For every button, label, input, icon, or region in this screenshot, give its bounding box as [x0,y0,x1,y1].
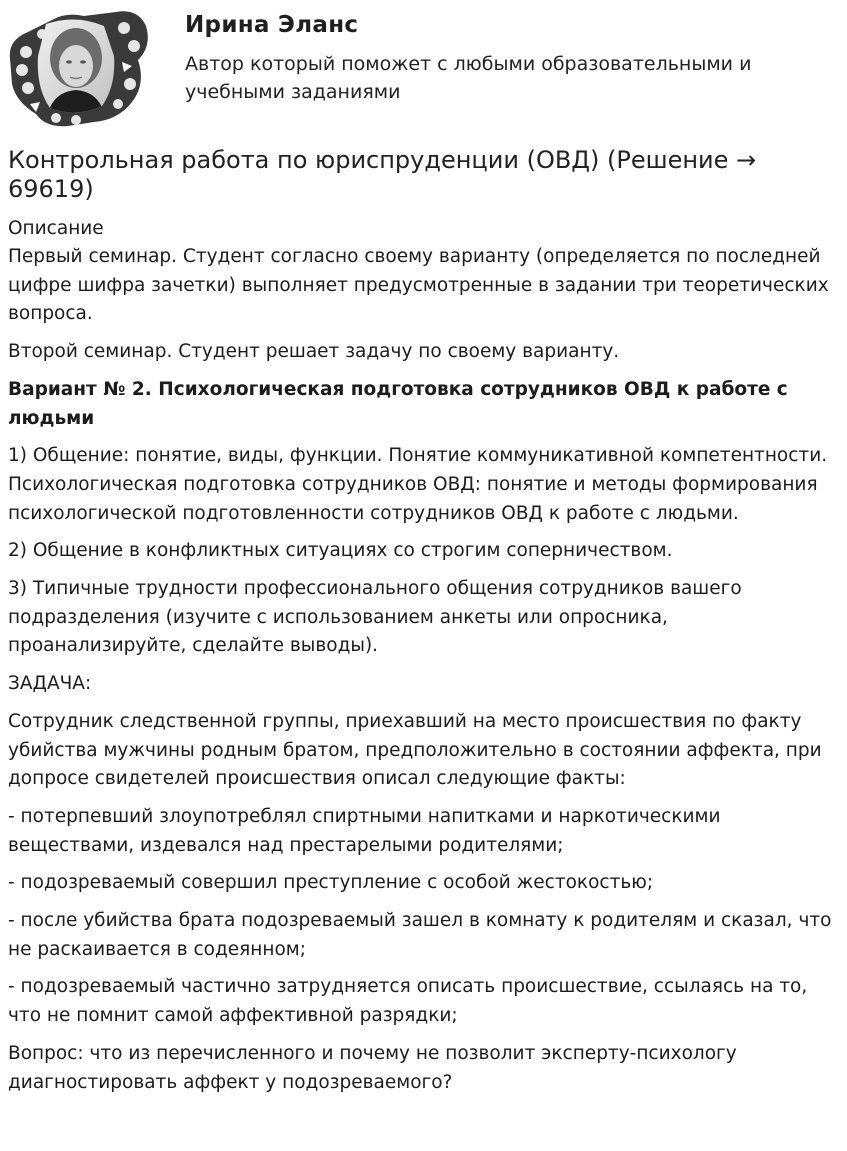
fact-1: - потерпевший злоупотреблял спиртными напитками и наркотическими веществами, издевался над престарелыми родителями; [8,805,721,856]
document-title: Контрольная работа по юриспруденции (ОВД) (Решение → 69619) [8,146,757,203]
paragraph-seminar-1: Первый семинар. Студент согласно своему варианту (определяется по последней цифре шифра зачетки) выполняет предусмотренные в задании три теоретических вопроса. [8,246,829,325]
fact-2: - подозреваемый совершил преступление с особой жестокостью; [8,872,654,894]
avatar-film-frame-icon [6,6,152,128]
author-header [0,0,847,140]
variant-heading: Вариант № 2. Психологическая подготовка сотрудников ОВД к работе с людьми [8,378,788,429]
paragraph-seminar-2: Второй семинар. Студент решает задачу по своему варианту. [8,341,620,363]
document-content [8,146,836,1106]
question-3: 3) Типичные трудности профессионального общения сотрудников вашего подразделения (изучите с использованием анкеты или опросника, проанализируйте, сделайте выводы). [8,578,742,657]
question-2: 2) Общение в конфликтных ситуациях со строгим соперничеством. [8,540,673,562]
task-label: ЗАДАЧА: [8,673,92,695]
description-label: Описание [8,218,104,239]
author-avatar[interactable] [6,6,152,128]
task-question: Вопрос: что из перечисленного и почему не позволит эксперту-психологу диагностировать аффект у подозреваемого? [8,1042,737,1093]
task-text: Сотрудник следственной группы, приехавший на место происшествия по факту убийства мужчины родным братом, предположительно в состоянии аффекта, при допросе свидетелей происшествия описал следующие факты: [8,710,822,790]
question-1: 1) Общение: понятие, виды, функции. Понятие коммуникативной компетентности. Психологическая подготовка сотрудников ОВД: понятие и методы формирования психологической подготовленности сотрудников ОВД к работе с людьми. [8,445,828,524]
fact-3: - после убийства брата подозреваемый зашел в комнату к родителям и сказал, что не раскаивается в содеянном; [8,910,832,960]
author-name[interactable]: Ирина Эланс [185,12,359,38]
fact-4: - подозреваемый частично затрудняется описать происшествие, ссылаясь на то, что не помнит самой аффективной разрядки; [8,976,808,1027]
author-description: Автор который поможет с любыми образовательными и учебными заданиями [185,53,752,103]
